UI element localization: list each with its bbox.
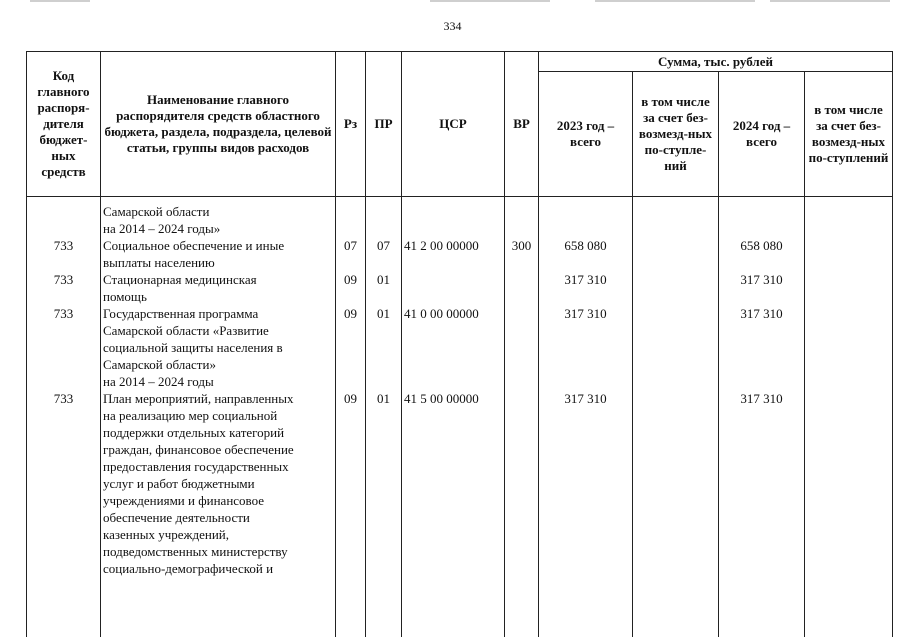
header-2024-total: 2024 год – всего [719, 72, 805, 197]
header-sum-group: Сумма, тыс. рублей [539, 52, 893, 72]
row-code [27, 203, 101, 237]
tail-row [27, 577, 893, 637]
header-csr: ЦСР [402, 52, 505, 197]
row-vr [505, 305, 539, 390]
table-row [27, 203, 893, 237]
row-2024-gratuitous [805, 237, 893, 271]
row-pr: 01 [366, 271, 402, 305]
page-number: 334 [0, 19, 905, 34]
row-name-line: Государственная программа [103, 305, 333, 322]
row-rz: 07 [336, 237, 366, 271]
row-csr: 41 2 00 00000 [402, 237, 505, 271]
table-row [27, 390, 893, 577]
row-2024-gratuitous [805, 305, 893, 390]
row-2023-gratuitous [633, 203, 719, 237]
row-name-line: социально-демографической и [103, 560, 333, 577]
row-name-line: Самарской области «Развитие [103, 322, 333, 339]
row-name-line: Самарской области» [103, 356, 333, 373]
row-name-line: Стационарная медицинская [103, 271, 333, 288]
row-name [101, 203, 336, 237]
row-name [101, 237, 336, 271]
row-code: 733 [27, 271, 101, 305]
empty-cell [805, 577, 893, 637]
row-name-line: Самарской области [103, 203, 333, 220]
table-header [27, 52, 893, 197]
row-name-line: обеспечение деятельности [103, 509, 333, 526]
row-code: 733 [27, 390, 101, 577]
header-vr: ВР [505, 52, 539, 197]
row-pr: 01 [366, 390, 402, 577]
row-code: 733 [27, 305, 101, 390]
row-2024-gratuitous [805, 203, 893, 237]
row-2023-total: 317 310 [539, 305, 633, 390]
row-rz: 09 [336, 305, 366, 390]
row-2024-total: 317 310 [719, 390, 805, 577]
budget-table [26, 51, 893, 637]
header-2023-total: 2023 год – всего [539, 72, 633, 197]
row-2024-gratuitous [805, 390, 893, 577]
row-name-line: услуг и работ бюджетными [103, 475, 333, 492]
header-name: Наименование главного распорядителя средств областного бюджета, раздела, подраздела, целевой статьи, группы видов расходов [101, 52, 336, 197]
row-pr [366, 203, 402, 237]
row-2023-gratuitous [633, 237, 719, 271]
header-pr: ПР [366, 52, 402, 197]
row-2024-total: 658 080 [719, 237, 805, 271]
empty-cell [402, 577, 505, 637]
row-vr [505, 271, 539, 305]
header-2024-gratuitous: в том числе за счет без-возмезд-ных по-ступлений [805, 72, 893, 197]
row-name [101, 271, 336, 305]
row-name-line: помощь [103, 288, 333, 305]
row-vr [505, 203, 539, 237]
row-csr: 41 0 00 00000 [402, 305, 505, 390]
header-2023-gratuitous: в том числе за счет без-возмезд-ных по-ступле-ний [633, 72, 719, 197]
empty-cell [336, 577, 366, 637]
empty-cell [633, 577, 719, 637]
row-name-line: граждан, финансовое обеспечение [103, 441, 333, 458]
row-2023-gratuitous [633, 271, 719, 305]
table-body [27, 197, 893, 637]
empty-cell [27, 577, 101, 637]
row-code: 733 [27, 237, 101, 271]
row-name-line: казенных учреждений, [103, 526, 333, 543]
row-csr: 41 5 00 00000 [402, 390, 505, 577]
row-vr [505, 390, 539, 577]
row-name-line: на 2014 – 2024 годы [103, 373, 333, 390]
row-2024-total: 317 310 [719, 305, 805, 390]
row-2023-total: 317 310 [539, 271, 633, 305]
row-rz: 09 [336, 271, 366, 305]
row-name-line: Социальное обеспечение и иные [103, 237, 333, 254]
table-row [27, 305, 893, 390]
row-name-line: на реализацию мер социальной [103, 407, 333, 424]
row-2024-gratuitous [805, 271, 893, 305]
row-2024-total [719, 203, 805, 237]
header-rz: Рз [336, 52, 366, 197]
row-2023-total: 658 080 [539, 237, 633, 271]
row-name-line: предоставления государственных [103, 458, 333, 475]
empty-cell [719, 577, 805, 637]
row-name-line: учреждениями и финансовое [103, 492, 333, 509]
empty-cell [505, 577, 539, 637]
empty-cell [366, 577, 402, 637]
row-2023-total [539, 203, 633, 237]
row-csr [402, 271, 505, 305]
row-name [101, 390, 336, 577]
row-2023-gratuitous [633, 305, 719, 390]
row-name [101, 305, 336, 390]
row-vr: 300 [505, 237, 539, 271]
row-2024-total: 317 310 [719, 271, 805, 305]
header-code: Код главного распоря-дителя бюджет-ных средств [27, 52, 101, 197]
table-row [27, 271, 893, 305]
row-name-line: поддержки отдельных категорий [103, 424, 333, 441]
empty-cell [101, 577, 336, 637]
row-name-line: выплаты населению [103, 254, 333, 271]
row-pr: 07 [366, 237, 402, 271]
row-name-line: на 2014 – 2024 годы» [103, 220, 333, 237]
row-2023-gratuitous [633, 390, 719, 577]
row-2023-total: 317 310 [539, 390, 633, 577]
row-rz: 09 [336, 390, 366, 577]
row-name-line: План мероприятий, направленных [103, 390, 333, 407]
empty-cell [539, 577, 633, 637]
table-row [27, 237, 893, 271]
row-name-line: социальной защиты населения в [103, 339, 333, 356]
row-rz [336, 203, 366, 237]
row-csr [402, 203, 505, 237]
scan-edge-marks [0, 0, 905, 4]
row-name-line: подведомственных министерству [103, 543, 333, 560]
row-pr: 01 [366, 305, 402, 390]
